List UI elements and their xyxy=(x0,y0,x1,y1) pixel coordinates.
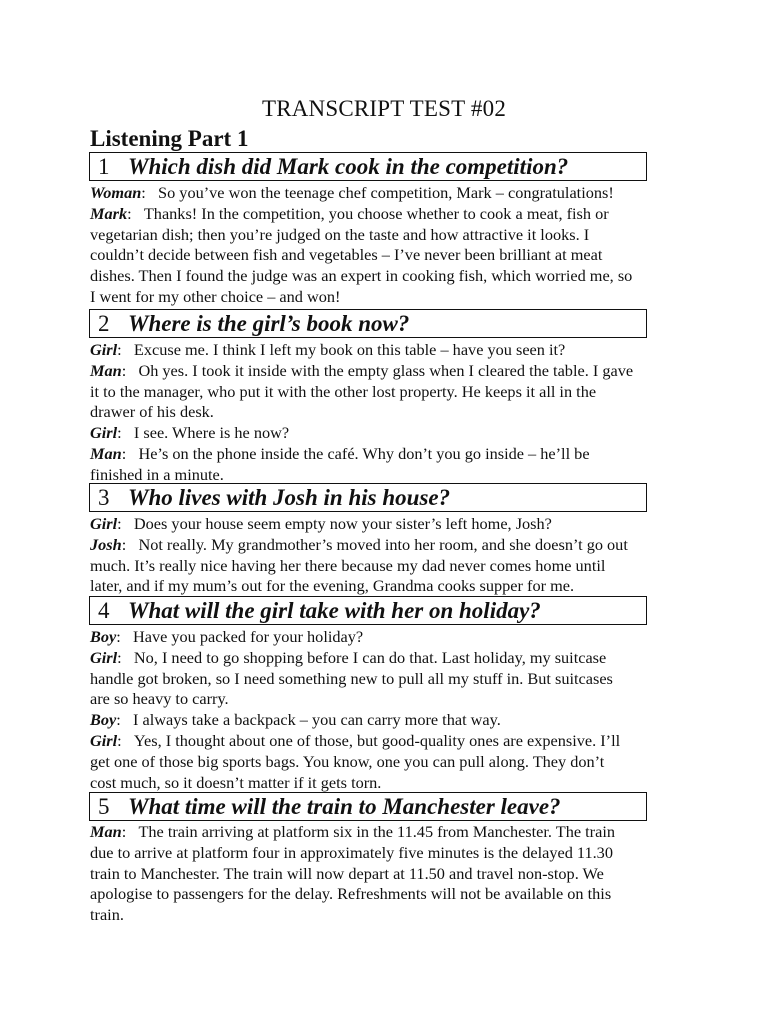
dialogue-line: are so heavy to carry. xyxy=(90,689,229,709)
speaker-label: Man xyxy=(90,360,122,380)
page-title: TRANSCRIPT TEST #02 xyxy=(261,96,507,121)
dialogue-line: handle got broken, so I need something new to pull all my stuff in. But suitcases xyxy=(90,668,613,688)
speaker-label: Boy xyxy=(90,627,117,646)
dialogue-line: Girl: Yes, I thought about one of those, but good-quality ones are expensive. I’ll xyxy=(90,730,621,750)
dialogue-line: Girl: No, I need to go shopping before I can do that. Last holiday, my suitcase xyxy=(90,647,607,667)
speaker-label: Girl xyxy=(90,730,118,750)
line-text: Thanks! In the competition, you choose whether to cook a meat, fish or xyxy=(143,203,609,223)
dialogue-line: Mark: Thanks! In the competition, you choose whether to cook a meat, fish or xyxy=(90,203,609,223)
speaker-label: Girl xyxy=(90,647,118,667)
speaker-label: Josh xyxy=(90,534,122,554)
question-text: What will the girl take with her on holiday? xyxy=(128,598,541,623)
dialogue-line: finished in a minute. xyxy=(90,464,224,484)
dialogue-3 xyxy=(90,514,690,597)
speaker-label: Man xyxy=(90,443,122,463)
speaker-label: Boy xyxy=(90,710,117,730)
speaker-label: Man xyxy=(90,822,122,841)
question-box-5 xyxy=(89,792,647,821)
question-box-3 xyxy=(89,483,647,512)
line-text: Have you packed for your holiday? xyxy=(132,627,364,646)
question-number: 2 xyxy=(98,311,110,336)
dialogue-line: Girl: Excuse me. I think I left my book on this table – have you seen it? xyxy=(90,340,566,359)
question-number: 4 xyxy=(98,598,110,623)
dialogue-line: much. It’s really nice having her there because my dad never comes home until xyxy=(90,555,606,575)
dialogue-line: train. xyxy=(90,905,124,925)
line-text: No, I need to go shopping before I can do that. Last holiday, my suitcase xyxy=(133,647,607,667)
dialogue-line: Josh: Not really. My grandmother’s moved into her room, and she doesn’t go out xyxy=(90,534,628,554)
question-number: 5 xyxy=(98,794,110,819)
dialogue-line: Man: Oh yes. I took it inside with the empty glass when I cleared the table. I gave xyxy=(90,360,634,380)
dialogue-line: later, and if my mum’s out for the evening, Grandma cooks supper for me. xyxy=(90,576,575,596)
dialogue-2 xyxy=(90,340,690,486)
line-text: He’s on the phone inside the café. Why don’t you go inside – he’ll be xyxy=(138,443,590,463)
dialogue-line: Boy: I always take a backpack – you can carry more that way. xyxy=(90,710,501,730)
dialogue-line: vegetarian dish; then you’re judged on the taste and how attractive it looks. I xyxy=(90,224,590,244)
dialogue-5 xyxy=(90,822,690,926)
question-text: Who lives with Josh in his house? xyxy=(128,485,451,510)
speaker-label: Woman xyxy=(90,183,142,202)
question-number: 3 xyxy=(98,485,110,510)
dialogue-line: cost much, so it doesn’t matter if it gets torn. xyxy=(90,772,382,792)
dialogue-line: couldn’t decide between fish and vegetables – I’ve never been brilliant at meat xyxy=(90,245,603,265)
dialogue-line: I went for my other choice – and won! xyxy=(90,286,341,306)
line-text: Does your house seem empty now your sister’s left home, Josh? xyxy=(133,514,552,533)
dialogue-line: train to Manchester. The train will now depart at 11.50 and travel non-stop. We xyxy=(90,863,604,883)
line-text: Oh yes. I took it inside with the empty glass when I cleared the table. I gave xyxy=(138,360,634,380)
dialogue-line: due to arrive at platform four in approximately five minutes is the delayed 11.30 xyxy=(90,842,613,862)
question-text: What time will the train to Manchester leave? xyxy=(128,794,561,819)
line-text: So you’ve won the teenage chef competition, Mark – congratulations! xyxy=(158,183,614,202)
dialogue-line: Girl: Does your house seem empty now your sister’s left home, Josh? xyxy=(90,514,552,533)
question-box-4 xyxy=(89,596,647,625)
dialogue-line: Girl: I see. Where is he now? xyxy=(90,423,290,443)
speaker-label: Girl xyxy=(90,423,118,443)
line-text: I see. Where is he now? xyxy=(133,423,290,443)
speaker-label: Girl xyxy=(90,340,118,359)
line-text: Not really. My grandmother’s moved into her room, and she doesn’t go out xyxy=(138,534,628,554)
dialogue-line: dishes. Then I found the judge was an expert in cooking fish, which worried me, so xyxy=(90,266,633,286)
dialogue-line: Woman: So you’ve won the teenage chef competition, Mark – congratulations! xyxy=(90,183,614,202)
dialogue-line: it to the manager, who put it with the other lost property. He keeps it all in the xyxy=(90,381,597,401)
dialogue-line: Man: The train arriving at platform six in the 11.45 from Manchester. The train xyxy=(90,822,615,841)
question-box-1 xyxy=(89,152,647,181)
dialogue-line: apologise to passengers for the delay. Refreshments will not be available on this xyxy=(90,884,612,904)
dialogue-line: Boy: Have you packed for your holiday? xyxy=(90,627,364,646)
speaker-label: Girl xyxy=(90,514,118,533)
question-text: Which dish did Mark cook in the competition? xyxy=(128,154,569,179)
dialogue-line: Man: He’s on the phone inside the café. Why don’t you go inside – he’ll be xyxy=(90,443,590,463)
line-text: Yes, I thought about one of those, but good-quality ones are expensive. I’ll xyxy=(133,730,621,750)
section-heading: Listening Part 1 xyxy=(90,126,249,151)
dialogue-line: drawer of his desk. xyxy=(90,402,214,422)
line-text: The train arriving at platform six in the 11.45 from Manchester. The train xyxy=(138,822,615,841)
line-text: Excuse me. I think I left my book on this table – have you seen it? xyxy=(133,340,566,359)
dialogue-line: get one of those big sports bags. You know, one you can pull along. They don’t xyxy=(90,751,605,771)
speaker-label: Mark xyxy=(90,203,128,223)
question-number: 1 xyxy=(98,154,110,179)
dialogue-1 xyxy=(90,183,690,308)
line-text: I always take a backpack – you can carry more that way. xyxy=(132,710,501,730)
dialogue-4 xyxy=(90,627,690,793)
question-text: Where is the girl’s book now? xyxy=(128,311,410,336)
question-box-2 xyxy=(89,309,647,338)
